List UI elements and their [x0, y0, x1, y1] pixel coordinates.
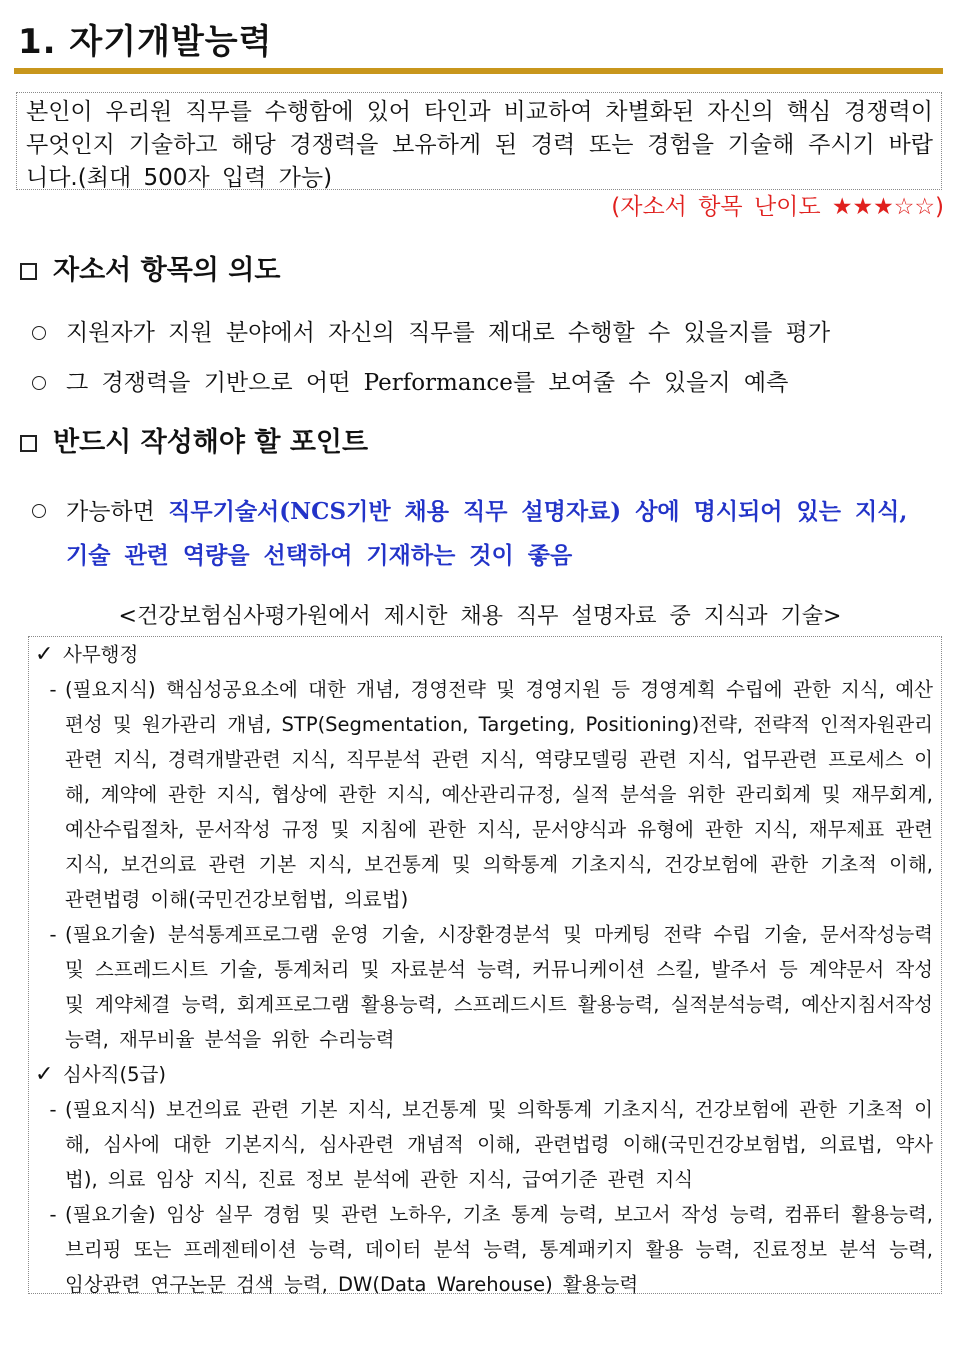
spec-item-text: (필요지식) 핵심성공요소에 대한 개념, 경영전략 및 경영지원 등 경영계획 수립에 관한 지식, 예산편성 및 원가관리 개념, STP(Segmentation, Targeting, Positioning)전략, 전략적 인적자원관리 관련 지식, 경력개발관련 지식, 직무분석 관련 지식, 역량모델링 관련 지식, 업무관련 프로세스 이해, 계약에 관한 지식, 협상에 관한 지식, 예산관리규정, 실적 분석을 위한 관리회계 및 재무회계, 예산수립절차, 문서작성 규정 및 지침에 관한 지식, 문서양식과 유형에 관한 지식, 재무제표 관련 지식, 보건의료 관련 기본 지식, 보건통계 및 의학통계 기초지식, 건강보험에 관한 기초적 이해, 관련법령 이해(국민건강보험법, 의료법) — [65, 678, 933, 911]
check-icon: ✓ — [35, 1062, 54, 1087]
dash-bullet: - — [49, 1098, 57, 1121]
circle-bullet-icon — [32, 504, 46, 518]
title-divider — [14, 68, 943, 74]
point-section-heading — [16, 424, 368, 462]
intent-bullet-text: 지원자가 지원 분야에서 자신의 직무를 제대로 수행할 수 있을지를 평가 — [66, 320, 831, 346]
spec-group-admin — [35, 637, 933, 1057]
intent-heading-label: 자소서 항목의 의도 — [53, 255, 281, 286]
spec-group-label: 사무행정 — [63, 643, 139, 666]
point-line-2 — [26, 534, 946, 578]
spec-item — [35, 672, 933, 917]
intent-bullet-1 — [26, 316, 946, 350]
spec-item-text: (필요기술) 분석통계프로그램 운영 기술, 시장환경분석 및 마케팅 전략 수립 기술, 문서작성능력 및 스프레드시트 기술, 통계처리 및 자료분석 능력, 커뮤니케이션 스킬, 발주서 등 계약문서 작성 및 계약체결 능력, 회계프로그램 활용능력, 스프레드시트 활용능력, 실적분석능력, 예산지침서작성능력, 재무비율 분석을 위한 수리능력 — [65, 923, 933, 1051]
point-bullet — [26, 490, 946, 578]
spec-group-title — [35, 1057, 933, 1092]
spec-item — [35, 917, 933, 1057]
point-highlight-text: 기술 관련 역량을 선택하여 기재하는 것이 좋음 — [66, 542, 573, 569]
dash-bullet: - — [49, 1203, 57, 1226]
point-highlight-text: 직무기술서(NCS기반 채용 직무 설명자료) 상에 명시되어 있는 지식, — [168, 498, 908, 525]
circle-bullet-icon — [32, 326, 46, 340]
check-icon: ✓ — [35, 642, 54, 667]
point-lead-text: 가능하면 — [66, 499, 155, 525]
intent-bullet-text: 그 경쟁력을 기반으로 어떤 Performance를 보여줄 수 있을지 예측 — [66, 370, 789, 396]
spec-item-text: (필요지식) 보건의료 관련 기본 지식, 보건통계 및 의학통계 기초지식, 건강보험에 관한 기초적 이해, 심사에 대한 기본지식, 심사관련 개념적 이해, 관련법령 이해(국민건강보험법, 의료법, 약사법), 의료 임상 지식, 진료 정보 분석에 관한 지식, 급여기준 관련 지식 — [65, 1098, 933, 1191]
spec-group-review — [35, 1057, 933, 1302]
dash-bullet: - — [49, 923, 57, 946]
square-bullet-icon — [20, 435, 37, 452]
difficulty-rating: (자소서 항목 난이도 ★★★☆☆) — [611, 194, 944, 220]
page-title: 1. 자기개발능력 — [18, 22, 273, 62]
intent-section-heading — [16, 252, 280, 290]
spec-item — [35, 1197, 933, 1302]
spec-group-title — [35, 637, 933, 672]
job-spec-box — [28, 636, 942, 1294]
question-text: 본인이 우리원 직무를 수행함에 있어 타인과 비교하여 차별화된 자신의 핵심 경쟁력이 무엇인지 기술하고 해당 경쟁력을 보유하게 된 경력 또는 경험을 기술해 주시기 바랍니다.(최대 500자 입력 가능) — [26, 99, 933, 191]
square-bullet-icon — [20, 263, 37, 280]
dash-bullet: - — [49, 678, 57, 701]
circle-bullet-icon — [32, 376, 46, 390]
point-heading-label: 반드시 작성해야 할 포인트 — [53, 427, 369, 458]
spec-item-text: (필요기술) 임상 실무 경험 및 관련 노하우, 기초 통계 능력, 보고서 작성 능력, 컴퓨터 활용능력, 브리핑 또는 프레젠테이션 능력, 데이터 분석 능력, 통계패키지 활용 능력, 진료정보 분석 능력, 임상관련 연구논문 검색 능력, DW(Data Warehouse) 활용능력 — [65, 1203, 933, 1296]
point-line-1 — [66, 490, 946, 534]
question-box — [16, 92, 942, 190]
intent-bullet-2 — [26, 366, 946, 400]
spec-item — [35, 1092, 933, 1197]
spec-caption: <건강보험심사평가원에서 제시한 채용 직무 설명자료 중 지식과 기술> — [118, 604, 842, 629]
spec-group-label: 심사직(5급) — [63, 1063, 166, 1086]
